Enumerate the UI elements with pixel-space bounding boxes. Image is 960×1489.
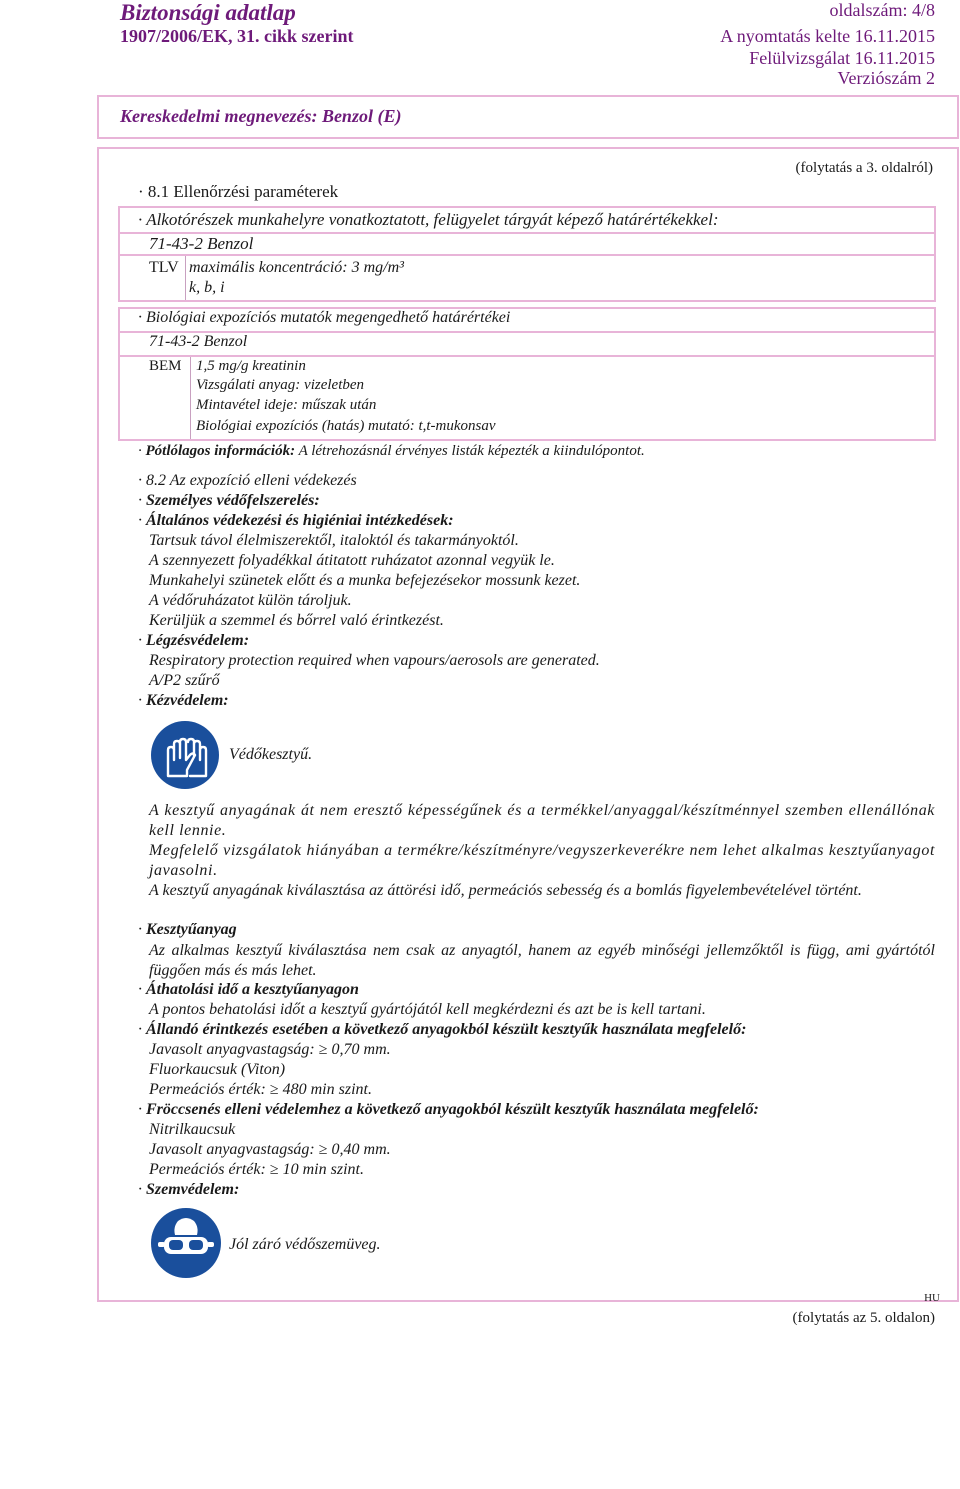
penetration-text: A pontos behatolási időt a kesztyű gyártójától kell megkérdezni és azt be is kell tartani. [149,1001,706,1018]
continued-from: (folytatás a 3. oldalról) [795,160,933,176]
print-date: A nyomtatás kelte 16.11.2015 [720,26,935,46]
general-line: Tartsuk távol élelmiszerektől, italoktól és takarmányoktól. [149,532,519,549]
trade-name: Kereskedelmi megnevezés: Benzol (E) [120,106,402,126]
page-number: oldalszám: 4/8 [829,0,935,20]
hand-paragraph: A kesztyű anyagának kiválasztása az áttörési idő, permeációs sebesség és a bomlás figyelembevételével történt. [149,882,862,899]
gloves-caption: Védőkesztyű. [229,746,313,763]
occupational-label: · Alkotórészek munkahelyre vonatkoztatott, felügyelet tárgyát képező határértékekkel: [138,210,719,229]
section-8-2-heading: · 8.2 Az expozíció elleni védekezés [138,472,357,489]
substance-name: 71-43-2 Benzol [149,234,254,253]
permanent-label: · Állandó érintkezés esetében a következő anyagokból készült kesztyűk használata megfelelő: [138,1021,747,1038]
respiratory-line: Respiratory protection required when vapours/aerosols are generated. [149,652,600,669]
splash-material: Nitrilkaucsuk [149,1121,236,1138]
goggles-icon [150,1207,222,1279]
general-line: Munkahelyi szünetek előtt és a munka befejezésekor mossunk kezet. [149,572,581,589]
permanent-thickness: Javasolt anyagvastagság: ≥ 0,70 mm. [149,1041,391,1058]
tlv-notes: k, b, i [189,279,225,296]
ppe-label: · Személyes védőfelszerelés: [138,492,320,509]
language-code: HU [924,1292,940,1304]
version: Verziószám 2 [837,68,935,88]
bio-substance: 71-43-2 Benzol [149,333,248,350]
glove-material-label: · Kesztyűanyag [138,921,237,938]
respiratory-label: · Légzésvédelem: [138,632,250,649]
bem-label: BEM [149,358,182,374]
regulation: 1907/2006/EK, 31. cikk szerint [120,26,354,46]
hand-label: · Kézvédelem: [138,692,229,709]
permanent-permeation: Permeációs érték: ≥ 480 min szint. [149,1081,372,1098]
doc-title: Biztonsági adatlap [120,0,296,25]
bem-line: Vizsgálati anyag: vizeletben [196,377,365,393]
general-line: Kerüljük a szemmel és bőrrel való érintkezést. [149,612,444,629]
splash-thickness: Javasolt anyagvastagság: ≥ 0,40 mm. [149,1141,391,1158]
bem-line: Biológiai expozíciós (hatás) mutató: t,t-mukonsav [196,418,496,434]
splash-label: · Fröccsenés elleni védelemhez a következő anyagokból készült kesztyűk használata megfelelő: [138,1101,759,1118]
gloves-icon [150,720,220,790]
bem-line: 1,5 mg/g kreatinin [196,358,306,374]
additional-info: · Pótlólagos információk: A létrehozásnál érvényes listák képezték a kiindulópontot. [138,443,645,459]
glove-material-text: Az alkalmas kesztyű kiválasztása nem csak az anyagtól, hanem az egyéb minőségi jellemzőktől is függ, ami gyártótól függően más és más lehet. [149,942,935,979]
permanent-material: Fluorkaucsuk (Viton) [149,1061,286,1078]
general-line: A védőruházatot külön tároljuk. [149,592,352,609]
tlv-value: maximális koncentráció: 3 mg/m³ [189,259,404,276]
general-label: · Általános védekezési és higiéniai intézkedések: [138,512,454,529]
penetration-label: · Áthatolási idő a kesztyűanyagon [138,981,359,998]
hand-paragraph: A kesztyű anyagának át nem eresztő képességűnek és a termékkel/anyaggal/készítménnyel szemben ellenállónak kell lennie. [149,802,935,839]
general-line: A szennyezett folyadékkal átitatott ruházatot azonnal vegyük le. [149,552,555,569]
goggles-caption: Jól záró védőszemüveg. [229,1236,381,1253]
section-8-1-heading: · 8.1 Ellenőrzési paraméterek [138,182,339,201]
continued-to: (folytatás az 5. oldalon) [792,1310,935,1326]
splash-permeation: Permeációs érték: ≥ 10 min szint. [149,1161,364,1178]
respiratory-line: A/P2 szűrő [149,672,220,689]
bem-line: Mintavétel ideje: műszak után [196,397,377,413]
eye-label: · Szemvédelem: [138,1181,240,1198]
revision-date: Felülvizsgálat 16.11.2015 [749,48,935,68]
bio-label: · Biológiai expozíciós mutatók megengedhető határértékei [138,309,511,326]
tlv-label: TLV [149,259,179,276]
hand-paragraph: Megfelelő vizsgálatok hiányában a termékre/készítményre/vegyszerkeverékre nem lehet alkalmas kesztyűanyagot javasolni. [149,842,935,879]
